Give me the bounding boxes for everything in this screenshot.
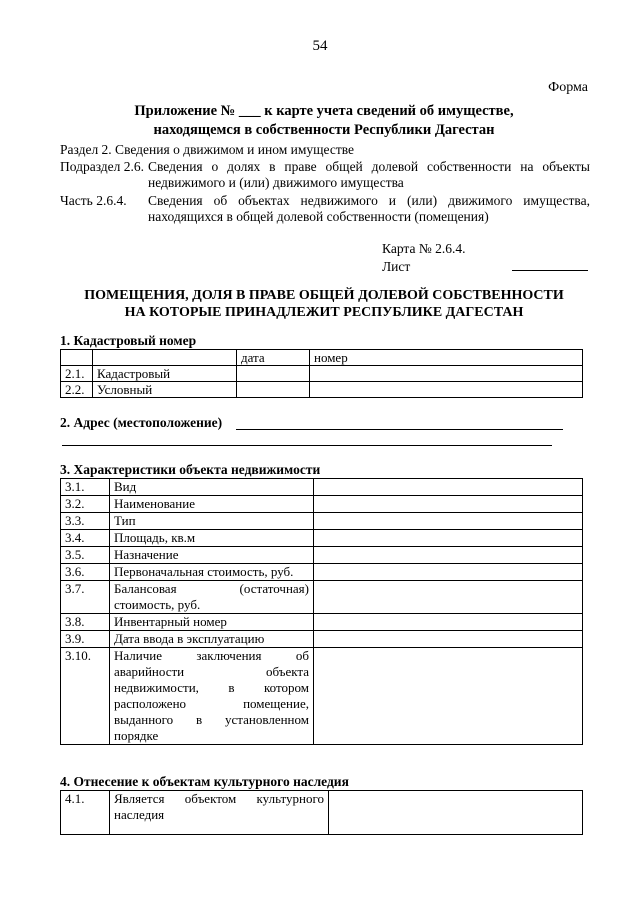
row-label: Вид [110,479,314,496]
razdel-line: Раздел 2. Сведения о движимом и ином имуществе [60,142,355,157]
row-label: Площадь, кв.м [110,530,314,547]
value-cell[interactable] [314,581,583,614]
row-label: Наличие заключения об аварийности объекта недвижимости, в котором расположено помещение, выданного в установленном порядке [110,648,314,745]
characteristics-table [60,478,583,745]
table-row [61,382,583,398]
value-cell[interactable] [314,648,583,745]
date-cell[interactable] [237,382,310,398]
row-number: 3.3. [61,513,110,530]
card-number: Карта № 2.6.4. [382,241,466,256]
row-number: 3.4. [61,530,110,547]
header-cell [93,350,237,366]
table-row [61,791,583,835]
table-row [61,513,583,530]
header-number: номер [310,350,583,366]
table-row [61,479,583,496]
row-number: 3.10. [61,648,110,745]
value-cell[interactable] [314,547,583,564]
section3-title: 3. Характеристики объекта недвижимости [60,462,321,477]
header-date: дата [237,350,310,366]
form-label: Форма [548,80,588,95]
number-cell[interactable] [310,382,583,398]
date-cell[interactable] [237,366,310,382]
value-cell[interactable] [314,614,583,631]
section4-title: 4. Отнесение к объектам культурного наследия [60,774,349,789]
value-cell[interactable] [314,631,583,648]
row-label: Дата ввода в эксплуатацию [110,631,314,648]
row-label: Является объектом культурного наследия [110,791,329,835]
row-number: 3.2. [61,496,110,513]
value-cell[interactable] [314,564,583,581]
row-number: 3.1. [61,479,110,496]
table-row [61,496,583,513]
row-label: Тип [110,513,314,530]
document-heading-line1: ПОМЕЩЕНИЯ, ДОЛЯ В ПРАВЕ ОБЩЕЙ ДОЛЕВОЙ СОБСТВЕННОСТИ [84,288,564,303]
table-row [61,631,583,648]
row-number: 4.1. [61,791,110,835]
document-heading [60,287,588,321]
row-number: 3.9. [61,631,110,648]
section1-title: 1. Кадастровый номер [60,333,197,348]
row-number: 3.8. [61,614,110,631]
address-field-line-1[interactable] [236,429,563,430]
table-row [61,648,583,745]
appendix-title-line2: находящемся в собственности Республики Дагестан [153,122,495,138]
heritage-table [60,790,583,835]
row-number: 2.2. [61,382,93,398]
value-cell[interactable] [329,791,583,835]
row-number: 2.1. [61,366,93,382]
podrazdel-label: Подраздел 2.6. [60,159,145,174]
row-label: Кадастровый [93,366,237,382]
table-row [61,581,583,614]
section-meta [60,142,590,225]
podrazdel-text: Сведения о долях в праве общей долевой собственности на объекты недвижимого и (или) движимого имущества [148,159,590,190]
header-cell [61,350,93,366]
table-row [61,530,583,547]
row-label: Балансовая (остаточная) стоимость, руб. [110,581,314,614]
document-heading-line2: НА КОТОРЫЕ ПРИНАДЛЕЖИТ РЕСПУБЛИКЕ ДАГЕСТАН [124,305,524,320]
row-label: Первоначальная стоимость, руб. [110,564,314,581]
sheet-field-line [512,270,588,271]
table-row [61,614,583,631]
card-info [382,240,465,276]
value-cell[interactable] [314,479,583,496]
row-number: 3.6. [61,564,110,581]
number-cell[interactable] [310,366,583,382]
table-row [61,547,583,564]
table-row [61,350,583,366]
appendix-title-line1: Приложение № ___ к карте учета сведений об имуществе, [134,103,514,119]
row-number: 3.5. [61,547,110,564]
table-row [61,366,583,382]
page-number: 54 [312,38,328,54]
section2-title: 2. Адрес (местоположение) [60,415,223,430]
sheet-label: Лист [382,259,411,274]
appendix-title [60,102,588,140]
table-row [61,564,583,581]
address-field-line-2[interactable] [62,445,552,446]
value-cell[interactable] [314,530,583,547]
value-cell[interactable] [314,496,583,513]
value-cell[interactable] [314,513,583,530]
row-label: Назначение [110,547,314,564]
chast-text: Сведения об объектах недвижимого и (или) движимого имущества, находящихся в общей долевой собственности (помещения) [148,193,590,224]
row-label: Инвентарный номер [110,614,314,631]
row-label: Условный [93,382,237,398]
row-number: 3.7. [61,581,110,614]
cadastral-table [60,349,583,398]
row-label: Наименование [110,496,314,513]
chast-label: Часть 2.6.4. [60,193,127,208]
